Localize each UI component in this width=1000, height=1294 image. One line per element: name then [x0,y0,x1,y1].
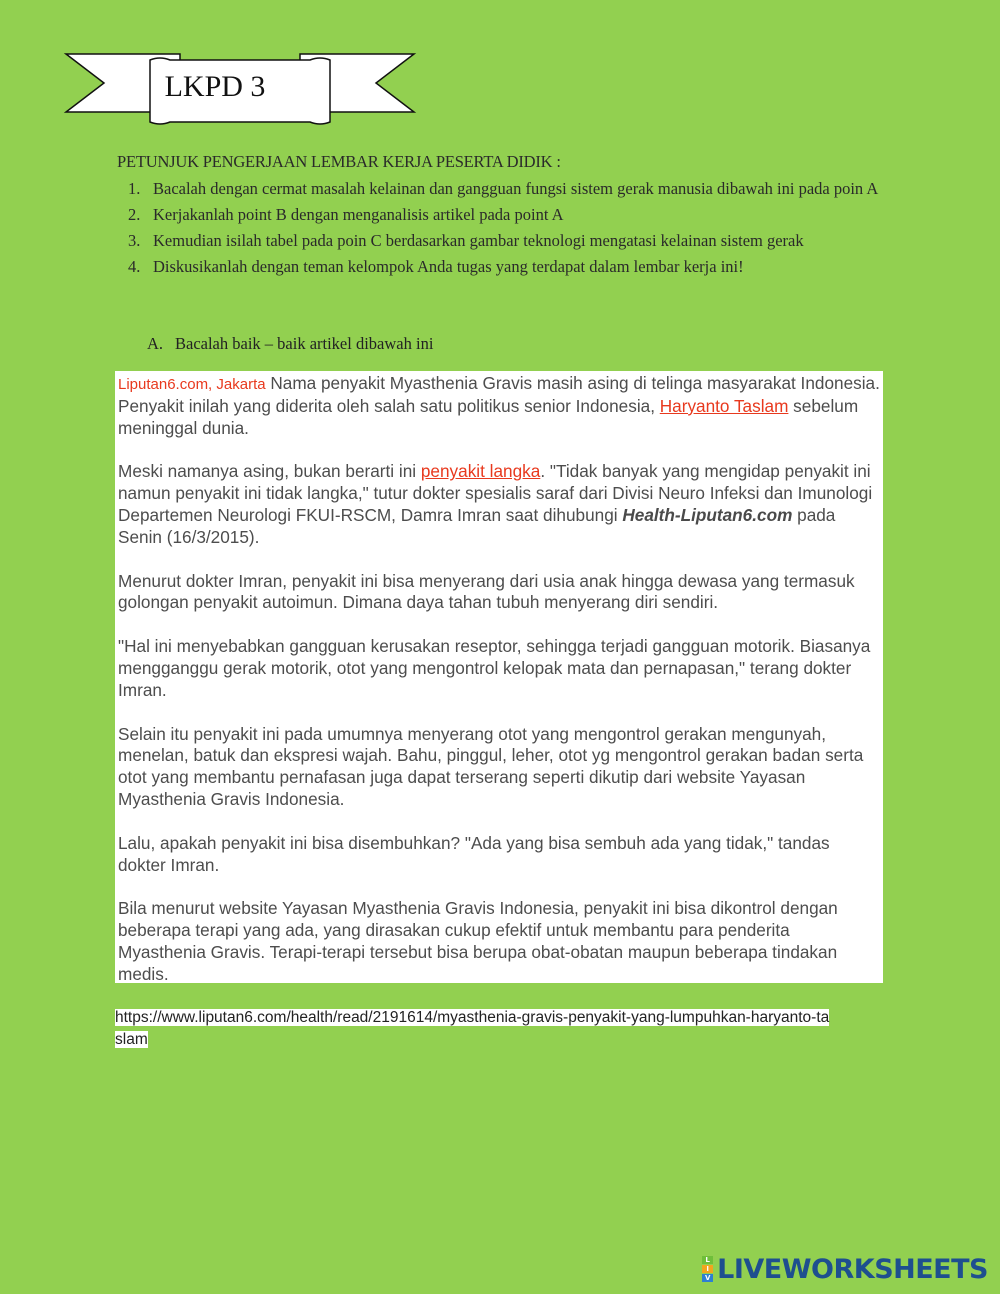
article-paragraph: Menurut dokter Imran, penyakit ini bisa menyerang dari usia anak hingga dewasa yang termasuk golongan penyakit autoimun. Dimana daya tahan tubuh menyerang diri sendiri. [118,570,855,613]
list-text: Bacalah dengan cermat masalah kelainan dan gangguan fungsi sistem gerak manusia dibawah ini pada poin A [153,179,879,198]
list-item [117,202,887,228]
article-text: Nama penyakit Myasthenia Gravis masih asing di telinga masyarakat Indonesia. Penyakit inilah yang diderita oleh salah satu politikus senior Indonesia, [118,373,880,416]
logo-blocks-icon [702,1256,713,1282]
article-paragraph: "Hal ini menyebabkan gangguan kerusakan reseptor, sehingga terjadi gangguan motorik. Biasanya mengganggu gerak motorik, otot yang mengontrol kelopak mata dan pernapasan," terang dokter Imran. [118,636,871,700]
article-paragraph [118,461,880,548]
logo-block-v: V [702,1274,713,1282]
logo-block-i: I [702,1265,713,1273]
list-number: 2. [128,205,141,224]
list-number: 3. [128,231,141,250]
article-paragraph: Selain itu penyakit ini pada umumnya menyerang otot yang mengontrol gerakan mengunyah, menelan, batuk dan ekspresi wajah. Bahu, pinggul, leher, otot yg mengontrol gerakan badan serta otot yang membantu pernafasan juga dapat terserang seperti dikutip dari website Yayasan Myasthenia Gravis Indonesia. [118,723,864,809]
article-box [115,371,883,983]
list-item [117,228,887,254]
publication-name: Health-Liputan6.com [622,504,793,525]
section-title: Bacalah baik – baik artikel dibawah ini [175,334,434,353]
section-letter: A. [147,334,164,353]
article-text: pada Senin (16/3/2015). [118,504,836,547]
list-text: Kerjakanlah point B dengan menganalisis artikel pada point A [153,205,564,224]
link-haryanto-taslam[interactable]: Haryanto Taslam [659,395,789,416]
article-text: sebelum meninggal dunia. [118,395,859,438]
page-title: LKPD 3 [164,70,266,103]
instructions-block [117,152,887,280]
list-text: Diskusikanlah dengan teman kelompok Anda tugas yang terdapat dalam lembar kerja ini! [153,257,744,276]
source-url [115,1007,835,1051]
article-text: Meski namanya asing, bukan berarti ini [118,461,421,482]
article-text: . "Tidak banyak yang mengidap penyakit ini namun penyakit ini tidak langka," tutur dokter spesialis saraf dari Divisi Neuro Infeksi dan Imunologi Departemen Neurologi FKUI-RSCM, Damra Imran saat dihubungi [118,461,873,525]
list-number: 1. [128,179,141,198]
logo-block-l: L [702,1256,713,1264]
article-paragraph: Lalu, apakah penyakit ini bisa disembuhkan? "Ada yang bisa sembuh ada yang tidak," tandas dokter Imran. [118,832,830,875]
article-paragraph: Bila menurut website Yayasan Myasthenia Gravis Indonesia, penyakit ini bisa dikontrol dengan beberapa terapi yang ada, yang dirasakan cukup efektif untuk membantu para penderita Myasthenia Gravis. Terapi-terapi tersebut bisa berupa obat-obatan maupun beberapa tindakan medis. [118,898,838,984]
liveworksheets-logo [702,1254,988,1284]
instructions-list [117,176,887,280]
article-source: Liputan6.com, Jakarta [118,376,266,393]
list-text: Kemudian isilah tabel pada poin C berdasarkan gambar teknologi mengatasi kelainan sistem gerak [153,231,804,250]
article-paragraph [118,373,880,439]
link-penyakit-langka[interactable]: penyakit langka [420,461,541,482]
section-a-heading [147,334,433,354]
list-item [117,176,887,202]
logo-text: LIVEWORKSHEETS [717,1253,988,1285]
source-url-text: https://www.liputan6.com/health/read/2191614/myasthenia-gravis-penyakit-yang-lumpuhkan-haryanto-taslam [115,1009,830,1048]
list-number: 4. [128,257,141,276]
list-item [117,254,887,280]
instructions-heading: PETUNJUK PENGERJAAN LEMBAR KERJA PESERTA DIDIK : [117,152,561,171]
